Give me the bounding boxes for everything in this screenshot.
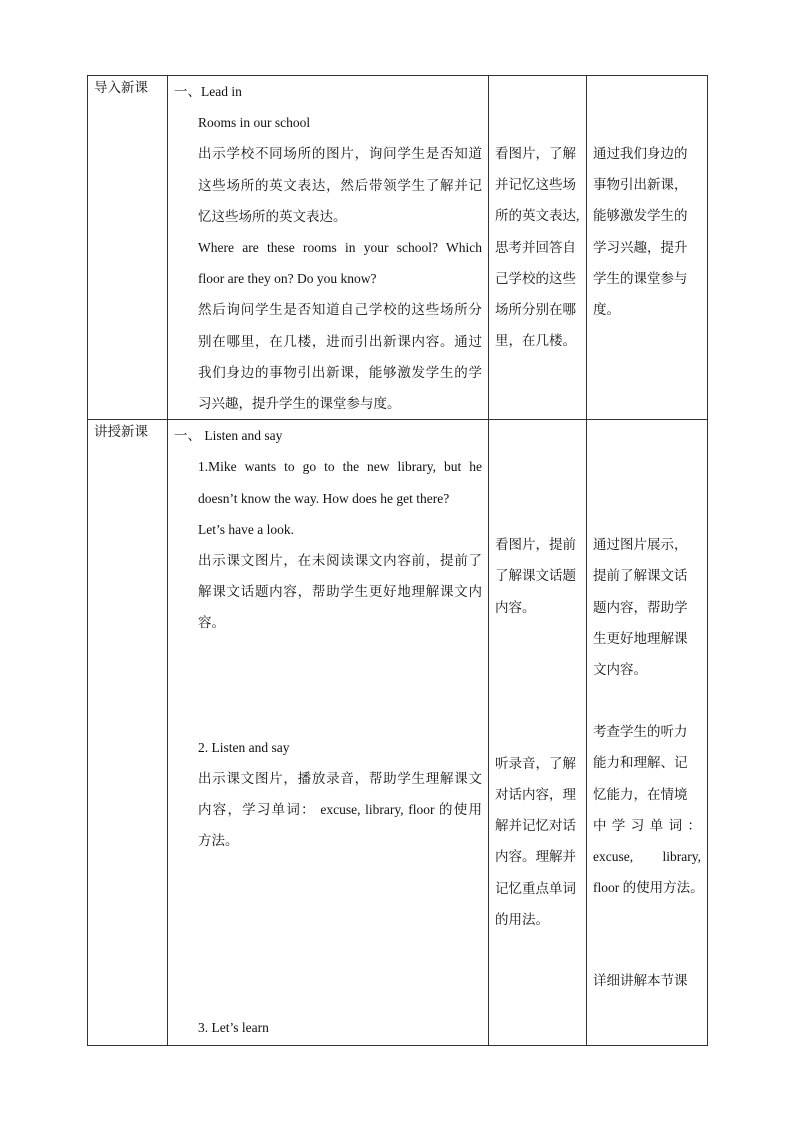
text-line: 所的英文表达, [495,208,580,224]
text-line: excuse, library, [593,849,701,865]
text-line: 我们身边的事物引出新课，能够激发学生的学 [198,364,482,380]
text-line: 了解课文话题 [495,568,576,584]
text-line: 通过图片展示， [593,537,688,553]
text-line: Where are these rooms in your school? Which [198,240,482,256]
table-row [88,420,708,1046]
student-activity-cell [489,420,587,1046]
text-line: 别在哪里，在几楼，进而引出新课内容。通过 [198,333,482,349]
text-line: 详细讲解本节课 [593,973,688,989]
subheading: Rooms in our school [198,115,311,131]
section-heading: 一、 Listen and say [174,428,283,444]
text-line: 对话内容，理 [495,787,576,803]
purpose-cell [587,420,708,1046]
text-line: 并记忆这些场 [495,177,576,193]
text-line: 1.Mike wants to go to the new library, but he [198,459,482,475]
text-line: floor 的使用方法。 [593,880,704,896]
text-line: 解课文话题内容，帮助学生更好地理解课文内 [198,584,482,600]
section-heading: 一、Lead in [174,84,242,99]
text-line: 出示课文图片，在未阅读课文内容前，提前了 [198,553,482,569]
text-line: 能力和理解、记 [593,755,688,771]
text-line: 考查学生的听力 [593,724,688,740]
text-line: 学生的课堂参与 [593,270,688,286]
text-line: 度。 [593,302,620,318]
text-line: 通过我们身边的 [593,146,688,161]
text-line: Let’s have a look. [198,521,294,537]
text-line: 记忆重点单词 [495,880,576,896]
text-line: 能够激发学生的 [593,208,688,224]
text-line: 生更好地理解课 [593,630,688,646]
stage-cell: 导入新课 [88,76,168,420]
text-line: 己学校的这些 [495,270,576,286]
text-line: 忆能力，在情境 [593,786,688,802]
text-line: 思考并回答自 [495,239,576,255]
student-activity-cell [489,76,587,420]
text-line: 出示学校不同场所的图片，询问学生是否知道 [198,146,482,162]
text-line: 文内容。 [593,662,647,678]
subheading: 2. Listen and say [198,739,290,755]
text-line: 容。 [198,615,225,631]
text-line: 这些场所的英文表达，然后带领学生了解并记 [198,177,482,193]
table-row [88,76,708,420]
subheading: 3. Let’s learn [198,1020,269,1036]
stage-cell: 讲授新课 [88,420,168,1046]
text-line: 习兴趣，提升学生的课堂参与度。 [198,396,401,412]
text-line: 内容，学习单词： excuse, library, floor 的使用 [198,802,482,818]
text-line: 出示课文图片，播放录音，帮助学生理解课文 [198,770,482,786]
purpose-cell [587,76,708,420]
text-line: 事物引出新课， [593,177,688,193]
text-line: 场所分别在哪 [495,302,576,318]
text-line: 看图片，了解 [495,146,576,161]
text-line: 听录音，了解 [495,755,576,771]
text-line: 题内容，帮助学 [593,599,688,615]
text-line: 方法。 [198,833,239,849]
text-line: 解并记忆对话 [495,818,576,834]
text-line: 内容。 [495,599,536,615]
text-line: doesn’t know the way. How does he get there? [198,490,450,506]
text-line: 里，在几楼。 [495,333,576,349]
teacher-activity-cell [168,76,489,420]
teacher-activity-cell [168,420,489,1046]
text-line: 内容。理解并 [495,849,576,865]
text-line: 看图片，提前 [495,537,576,553]
text-line: 学习兴趣，提升 [593,239,688,255]
text-line: 提前了解课文话 [593,568,688,584]
text-line: 的用法。 [495,911,549,927]
text-line: 然后询问学生是否知道自己学校的这些场所分 [198,302,482,318]
text-line: 中学习单词： [593,817,701,833]
text-line: 忆这些场所的英文表达。 [198,208,347,224]
lesson-plan-table [87,75,708,1046]
text-line: floor are they on? Do you know? [198,271,377,287]
